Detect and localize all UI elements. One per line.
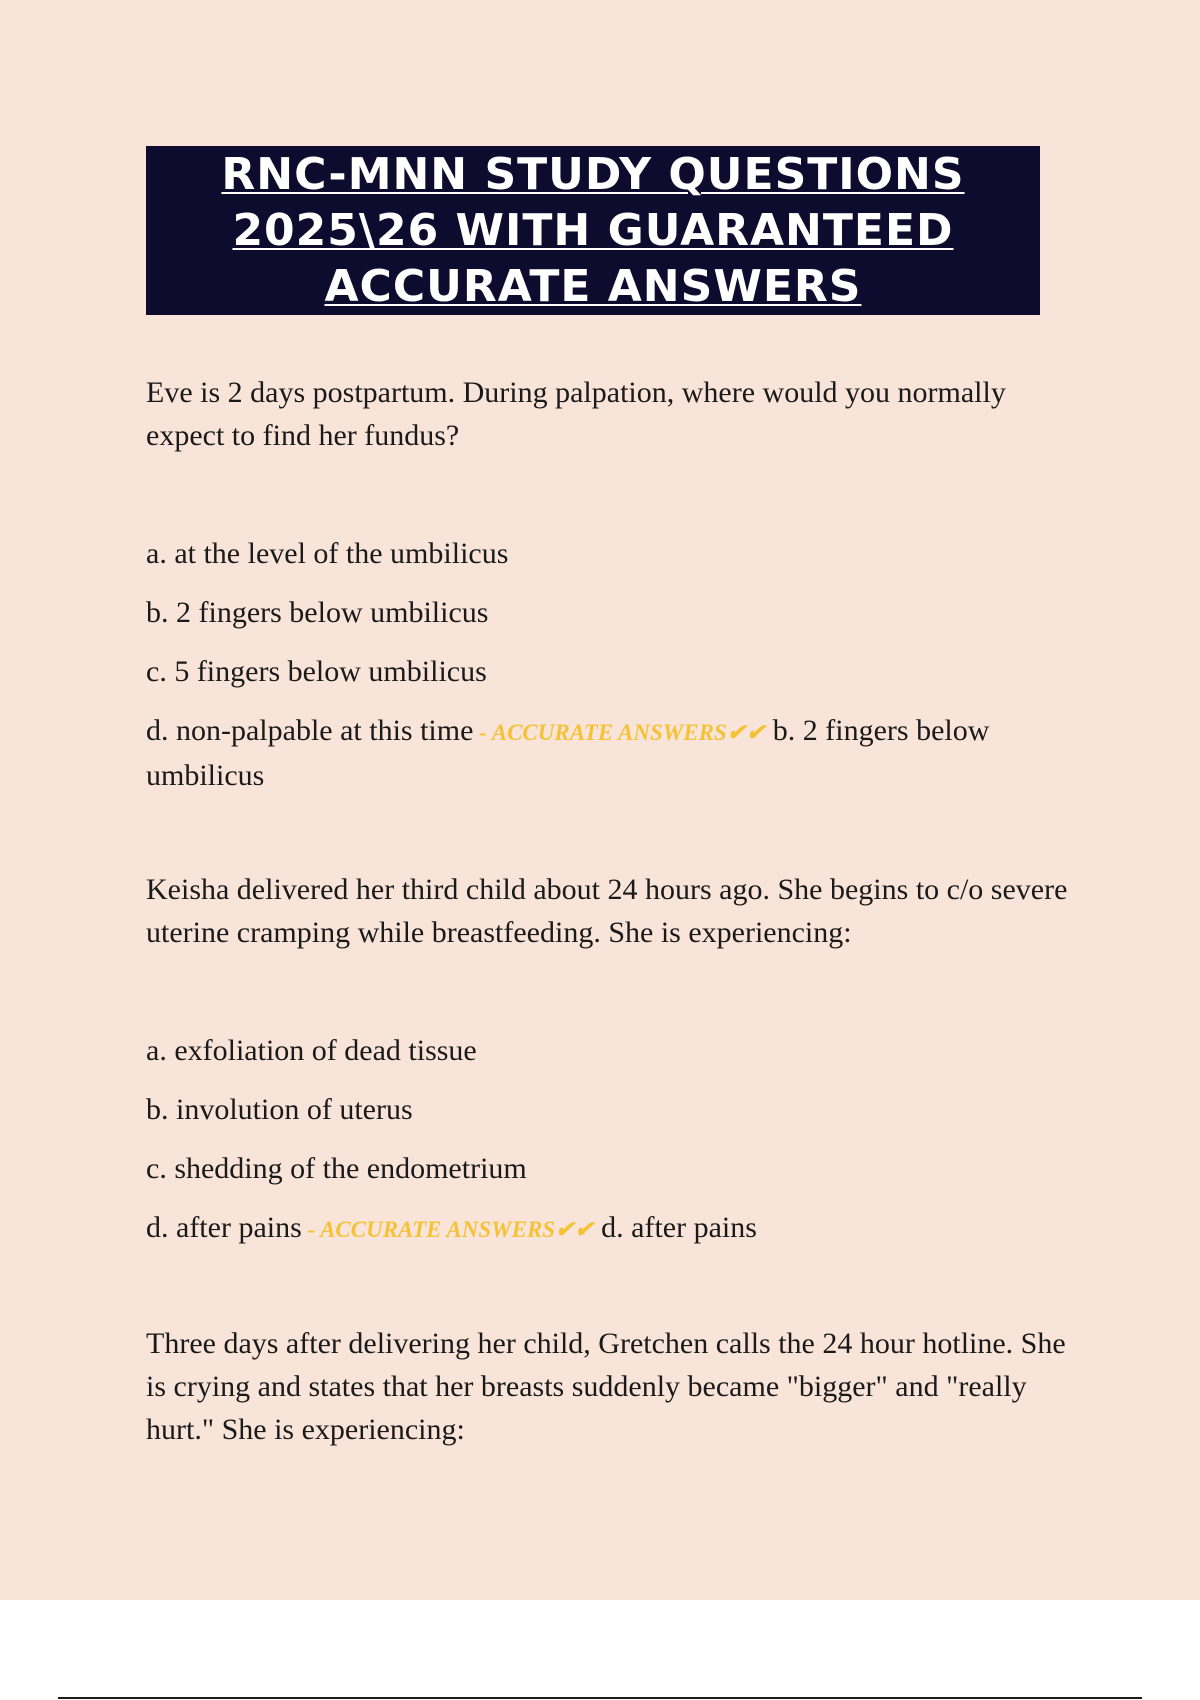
question-3 [146, 1322, 1086, 1451]
question-text: Three days after delivering her child, Gretchen calls the 24 hour hotline. She is crying and states that her breasts suddenly became "bigger" and "really hurt." She is experiencing: [146, 1327, 1066, 1446]
question-1-options [146, 532, 1086, 797]
option-b: b. 2 fingers below umbilicus [146, 596, 489, 629]
accurate-answers-tag: - ACCURATE ANSWERS✔✔ [301, 1217, 594, 1242]
answer-text: d. after pains [593, 1211, 757, 1244]
question-2-options [146, 1029, 1086, 1251]
document-title [221, 147, 964, 315]
question-2 [146, 868, 1086, 954]
accurate-answers-tag: - ACCURATE ANSWERS✔✔ [473, 720, 766, 745]
title-line: ACCURATE ANSWERS [324, 260, 862, 312]
title-line: RNC-MNN STUDY QUESTIONS [221, 148, 965, 200]
question-1 [146, 371, 1086, 457]
question-text: Eve is 2 days postpartum. During palpation, where would you normally expect to find her fundus? [146, 376, 1006, 452]
title-banner [146, 146, 1040, 315]
option-a: a. exfoliation of dead tissue [146, 1034, 477, 1067]
option-d-text: d. after pains [146, 1211, 302, 1244]
option-c: c. 5 fingers below umbilicus [146, 655, 487, 688]
option-d-text: d. non-palpable at this time [146, 714, 474, 747]
option-d [146, 709, 1086, 797]
title-line: 2025\26 WITH GUARANTEED [232, 204, 954, 256]
option-b: b. involution of uterus [146, 1093, 413, 1126]
footer-divider [58, 1697, 1142, 1699]
question-text: Keisha delivered her third child about 24 hours ago. She begins to c/o severe uterine cramping while breastfeeding. She is experiencing: [146, 873, 1068, 949]
answer-text: b. 2 fingers below umbilicus [146, 714, 990, 792]
option-d [146, 1206, 1086, 1251]
option-a: a. at the level of the umbilicus [146, 537, 509, 570]
option-c: c. shedding of the endometrium [146, 1152, 527, 1185]
